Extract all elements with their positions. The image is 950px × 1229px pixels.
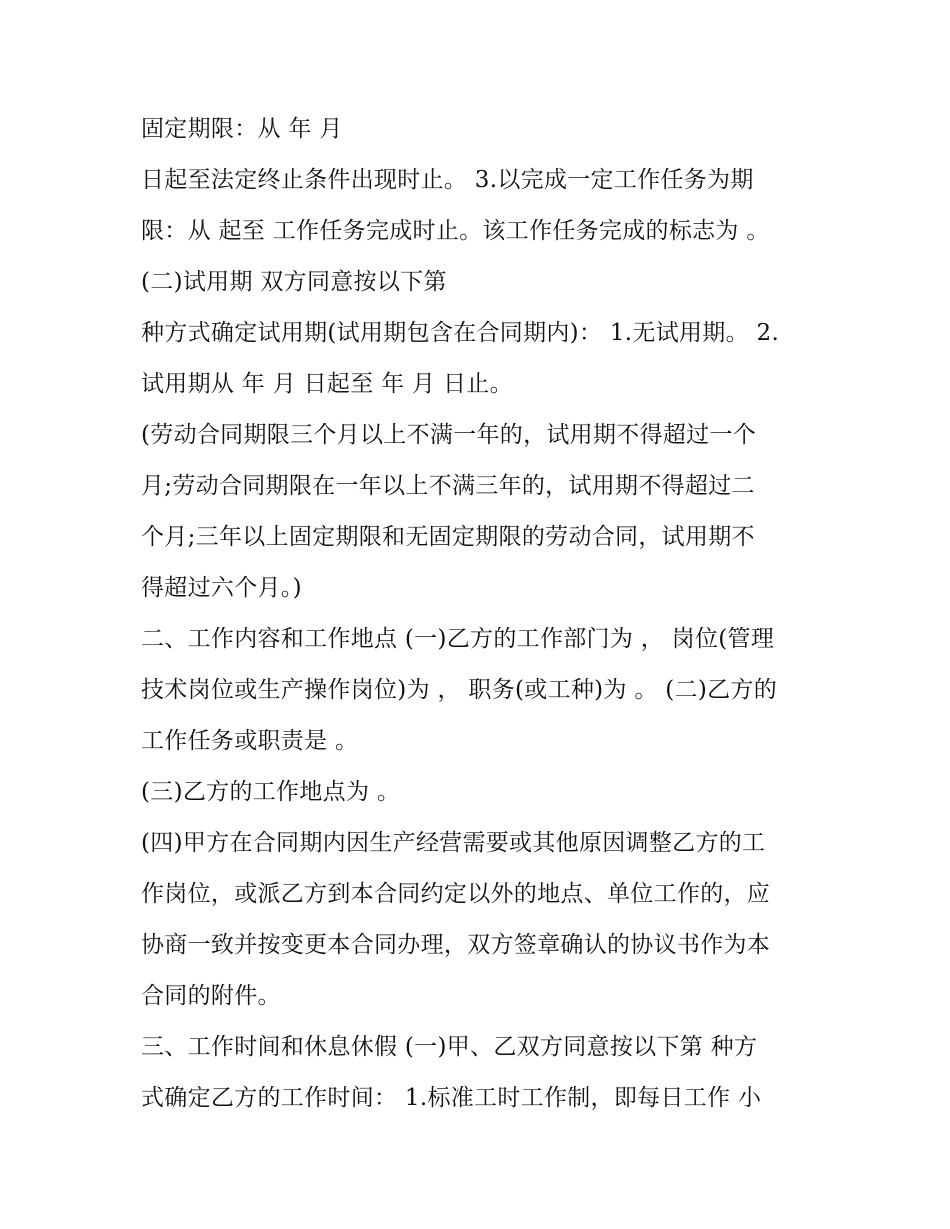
document-body [141, 108, 821, 1128]
text-line: 二、工作内容和工作地点 (一)乙方的工作部门为 ， 岗位(管理 [141, 626, 775, 652]
text-line: 技术岗位或生产操作岗位)为 ， 职务(或工种)为 。 (二)乙方的 [141, 677, 778, 703]
text-line: 得超过六个月。) [141, 575, 302, 601]
text-line: 协商一致并按变更本合同办理，双方签章确认的协议书作为本 [141, 932, 771, 958]
text-line: 试用期从 年 月 日起至 年 月 日止。 [141, 371, 513, 397]
text-line: 作岗位，或派乙方到本合同约定以外的地点、单位工作的，应 [141, 881, 771, 907]
text-line: 式确定乙方的工作时间： 1.标准工时工作制，即每日工作 小 [141, 1085, 762, 1111]
text-line: 固定期限：从 年 月 [141, 116, 343, 142]
text-line: (劳动合同期限三个月以上不满一年的，试用期不得超过一个 [141, 422, 757, 448]
text-line: (三)乙方的工作地点为 。 [141, 779, 401, 805]
text-line: 工作任务或职责是 。 [141, 728, 359, 754]
text-line: 限：从 起至 工作任务完成时止。该工作任务完成的标志为 。 [141, 218, 770, 244]
text-line: 种方式确定试用期(试用期包含在合同期内)： 1.无试用期。 2. [141, 320, 780, 346]
text-line: 合同的附件。 [141, 983, 281, 1009]
text-line: 三、工作时间和休息休假 (一)甲、乙双方同意按以下第 种方 [141, 1034, 758, 1060]
text-line: 月;劳动合同期限在一年以上不满三年的，试用期不得超过二 [141, 473, 755, 499]
text-line: (二)试用期 双方同意按以下第 [141, 269, 447, 295]
text-line: 个月;三年以上固定期限和无固定期限的劳动合同，试用期不 [141, 524, 755, 550]
text-line: (四)甲方在合同期内因生产经营需要或其他原因调整乙方的工 [141, 830, 766, 856]
text-line: 日起至法定终止条件出现时止。 3.以完成一定工作任务为期 [141, 167, 754, 193]
